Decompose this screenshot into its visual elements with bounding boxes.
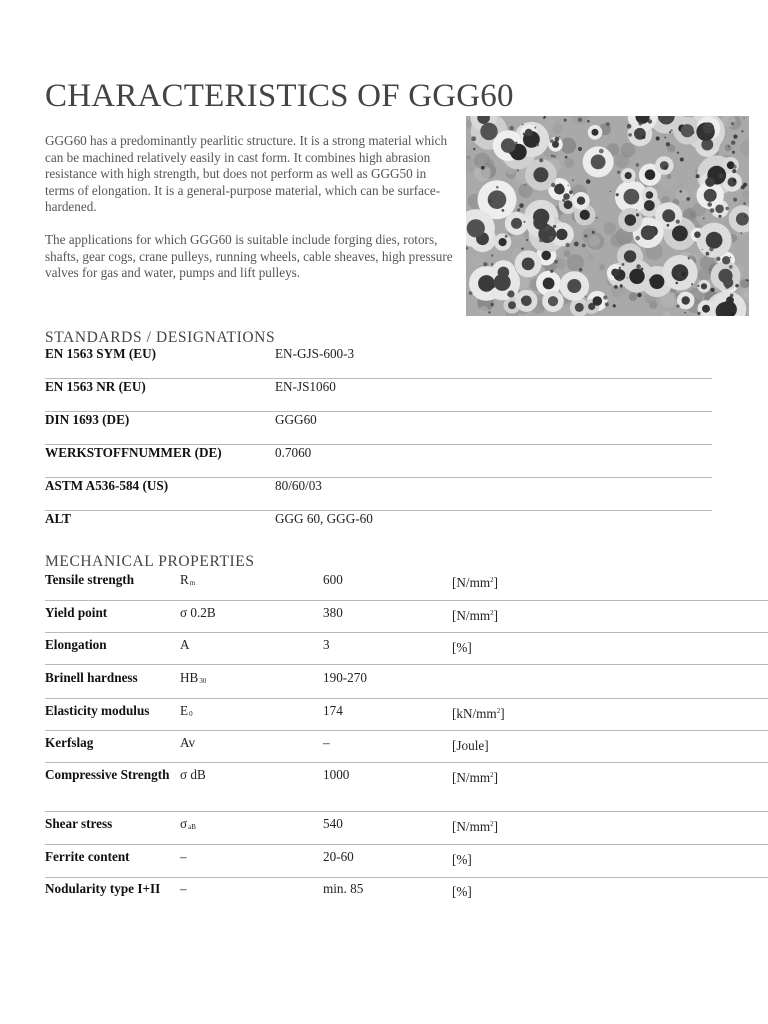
property-unit: $[N/mm^2]$ — [452, 819, 499, 834]
property-value: 174 — [323, 703, 343, 718]
property-symbol: – — [180, 881, 187, 896]
standard-label: WERKSTOFFNUMMER (DE) — [45, 445, 222, 460]
property-symbol: $E_0$ — [180, 703, 193, 718]
property-unit: [Joule] — [452, 738, 489, 753]
table-row — [45, 849, 768, 878]
standard-label: ASTM A536-584 (US) — [45, 478, 169, 493]
standard-value: 0.7060 — [275, 445, 312, 460]
intro-paragraph: GGG60 has a predominantly pearlitic structure. It is a strong material which can be machined relatively easily in cast form. It combines high abrasion resistance with high strength, but does not perform as well as GGG50 in terms of elongation. It is a general-purpose material, which can be surface-hardened. — [45, 133, 448, 215]
table-row — [45, 572, 768, 601]
property-symbol: – — [180, 849, 187, 864]
property-name: Shear stress — [45, 816, 113, 831]
property-symbol: σ 0.2B — [180, 605, 216, 620]
standards-heading: STANDARDS / DESIGNATIONS — [45, 329, 276, 346]
property-value: – — [323, 735, 330, 750]
property-unit: $[N/mm^2]$ — [452, 608, 499, 623]
standard-value: EN-GJS-600-3 — [275, 346, 355, 361]
property-value: 600 — [323, 572, 343, 587]
table-row — [45, 881, 768, 917]
property-symbol: σ dB — [180, 767, 206, 782]
property-unit: [%] — [452, 852, 472, 867]
property-symbol: Av — [180, 735, 196, 750]
property-symbol: A — [180, 637, 190, 652]
property-name: Brinell hardness — [45, 670, 138, 685]
property-value: min. 85 — [323, 881, 364, 896]
mechanical-properties-heading: MECHANICAL PROPERTIES — [45, 553, 255, 570]
table-row — [45, 412, 712, 445]
intro-paragraph: The applications for which GGG60 is suitable include forging dies, rotors, shafts, gear cogs, crane pulleys, running wheels, cable sheaves, high pressure valves for gas and water, pumps and lift pulleys. — [45, 231, 453, 281]
standard-value: GGG 60, GGG-60 — [275, 511, 373, 526]
property-symbol: $HB_{30}$ — [180, 670, 207, 685]
table-row — [45, 379, 712, 412]
standard-value: 80/60/03 — [275, 478, 322, 493]
property-name: Ferrite content — [45, 849, 130, 864]
table-row — [45, 637, 768, 665]
property-name: Yield point — [45, 605, 108, 620]
property-name: Tensile strength — [45, 572, 135, 587]
property-name: Compressive Strength — [45, 767, 170, 782]
intro-text — [45, 133, 457, 298]
property-name: Nodularity type I+II — [45, 881, 161, 896]
table-row — [45, 670, 768, 699]
standard-label: EN 1563 SYM (EU) — [45, 346, 156, 361]
property-value: 540 — [323, 816, 343, 831]
standard-value: EN-JS1060 — [275, 379, 336, 394]
property-unit: [%] — [452, 884, 472, 899]
property-symbol: $R_m$ — [180, 572, 196, 587]
table-row — [45, 478, 712, 511]
property-value: 380 — [323, 605, 343, 620]
microstructure-image — [466, 116, 749, 316]
standard-value: GGG60 — [275, 412, 317, 427]
page-title: CHARACTERISTICS OF GGG60 — [45, 78, 514, 114]
table-row — [45, 445, 712, 478]
table-row — [45, 816, 768, 845]
standard-label: ALT — [45, 511, 71, 526]
property-value: 3 — [323, 637, 330, 652]
property-value: 20-60 — [323, 849, 354, 864]
standard-label: EN 1563 NR (EU) — [45, 379, 146, 394]
table-row — [45, 767, 768, 812]
table-row — [45, 511, 712, 543]
property-unit: [%] — [452, 640, 472, 655]
property-name: Elasticity modulus — [45, 703, 150, 718]
property-unit: $[kN/mm^2]$ — [452, 706, 505, 721]
property-value: 1000 — [323, 767, 350, 782]
table-row — [45, 735, 768, 763]
property-value: 190-270 — [323, 670, 367, 685]
property-unit: $[N/mm^2]$ — [452, 770, 499, 785]
table-row — [45, 605, 768, 633]
property-unit: $[N/mm^2]$ — [452, 575, 499, 590]
property-name: Elongation — [45, 637, 107, 652]
table-row — [45, 346, 712, 379]
standard-label: DIN 1693 (DE) — [45, 412, 130, 427]
property-name: Kerfslag — [45, 735, 94, 750]
property-symbol: $\sigma_{aB}$ — [180, 816, 196, 831]
table-row — [45, 703, 768, 731]
